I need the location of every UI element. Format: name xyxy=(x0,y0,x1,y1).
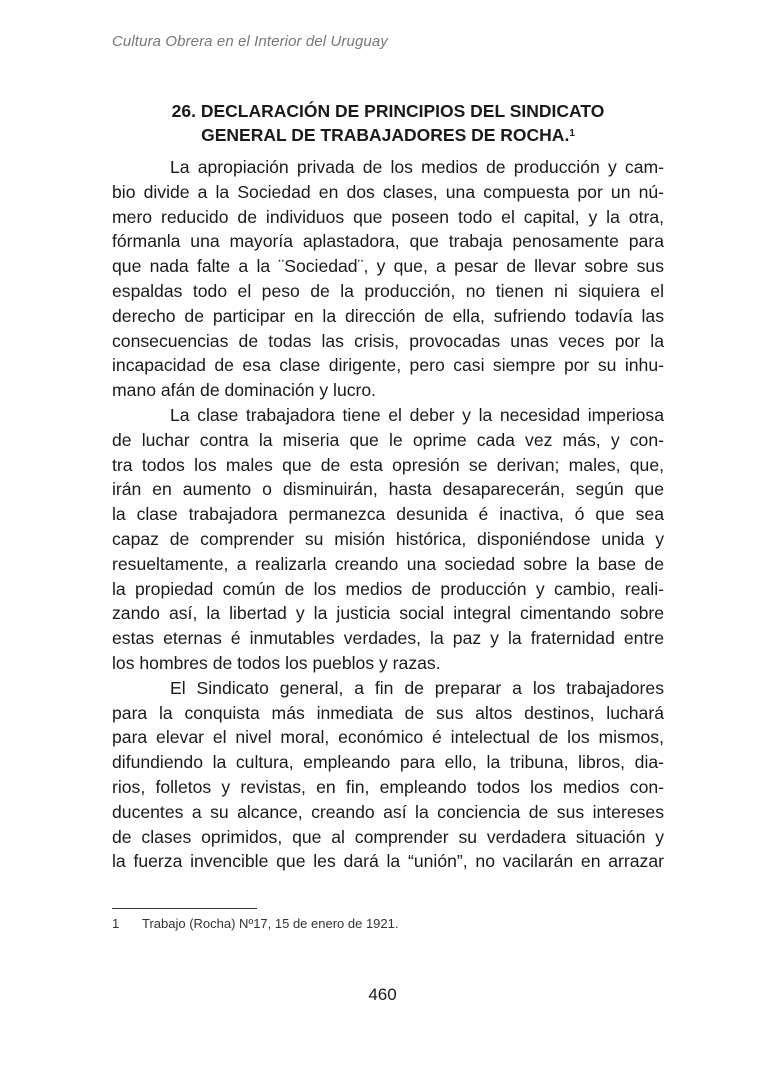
footnote-text: Trabajo (Rocha) Nº17, 15 de enero de 1921. xyxy=(142,916,399,931)
paragraph-line: capaz de comprender su misión histórica, disponiéndose unida y xyxy=(112,528,664,549)
paragraph-line: de clases oprimidos, que al comprender su verdadera situación y xyxy=(112,826,664,847)
title-line-2-text: GENERAL DE TRABAJADORES DE ROCHA. xyxy=(201,125,570,145)
paragraph-line: bio divide a la Sociedad en dos clases, una compuesta por un nú- xyxy=(112,181,664,202)
footnote-number: 1 xyxy=(112,916,120,931)
paragraph-line: El Sindicato general, a fin de preparar a los trabajadores xyxy=(170,677,664,698)
paragraph-line: derecho de participar en la dirección de ella, sufriendo todavía las xyxy=(112,305,664,326)
title-line-1: 26. DECLARACIÓN DE PRINCIPIOS DEL SINDICATO xyxy=(171,101,605,121)
paragraph-line: fórmanla una mayoría aplastadora, que trabaja penosamente para xyxy=(112,231,664,252)
paragraph-3 xyxy=(112,676,664,874)
page-number: 460 xyxy=(368,985,397,1004)
paragraph-line: ducentes a su alcance, creando así la conciencia de sus intereses xyxy=(112,801,664,822)
title-line-2 xyxy=(112,123,664,147)
paragraph-line: incapacidad de esa clase dirigente, pero casi siempre por su inhu- xyxy=(112,355,664,376)
paragraph-line: La clase trabajadora tiene el deber y la necesidad imperiosa xyxy=(170,404,664,425)
paragraph-line: para elevar el nivel moral, económico é intelectual de los mismos, xyxy=(112,727,664,748)
paragraph-line: la clase trabajadora permanezca desunida é inactiva, ó que sea xyxy=(112,504,664,525)
paragraph-line: La apropiación privada de los medios de producción y cam- xyxy=(170,157,664,177)
paragraph-1 xyxy=(112,155,664,403)
paragraph-line: de luchar contra la miseria que le oprime cada vez más, y con- xyxy=(112,429,664,450)
paragraph-line: rios, folletos y revistas, en fin, empleando todos los medios con- xyxy=(112,776,664,797)
paragraph-line: la fuerza invencible que les dará la “unión”, no vacilarán en arrazar xyxy=(112,851,664,872)
footnote xyxy=(112,916,398,931)
paragraph-line: estas eternas é inmutables verdades, la paz y la fraternidad entre xyxy=(112,628,664,649)
paragraph-line: resueltamente, a realizarla creando una sociedad sobre la base de xyxy=(112,553,664,574)
body-text xyxy=(112,155,664,874)
paragraph-line: zando así, la libertad y la justicia social integral cimentando sobre xyxy=(112,603,664,624)
title-footnote-marker: 1 xyxy=(569,128,575,139)
paragraph-line: irán en aumento o disminuirán, hasta desaparecerán, según que xyxy=(112,479,664,500)
paragraph-line: difundiendo la cultura, empleando para ello, la tribuna, libros, dia- xyxy=(112,752,664,773)
running-header: Cultura Obrera en el Interior del Uruguay xyxy=(112,33,388,50)
paragraph-line: que nada falte a la ¨Sociedad¨, y que, a pesar de llevar sobre sus xyxy=(112,256,664,277)
paragraph-line: la propiedad común de los medios de producción y cambio, reali- xyxy=(112,578,664,599)
paragraph-line: los hombres de todos los pueblos y razas. xyxy=(112,652,441,673)
paragraph-line: tra todos los males que de esta opresión se derivan; males, que, xyxy=(112,454,664,475)
paragraph-line: consecuencias de todas las crisis, provocadas unas veces por la xyxy=(112,330,664,351)
footnote-divider xyxy=(112,908,257,909)
paragraph-line: espaldas todo el peso de la producción, no tienen ni siquiera el xyxy=(112,280,664,301)
paragraph-line: mano afán de dominación y lucro. xyxy=(112,380,377,401)
document-title xyxy=(112,99,664,147)
paragraph-line: mero reducido de individuos que poseen todo el capital, y la otra, xyxy=(112,206,664,227)
paragraph-2 xyxy=(112,403,664,676)
paragraph-line: para la conquista más inmediata de sus altos destinos, luchará xyxy=(112,702,664,723)
